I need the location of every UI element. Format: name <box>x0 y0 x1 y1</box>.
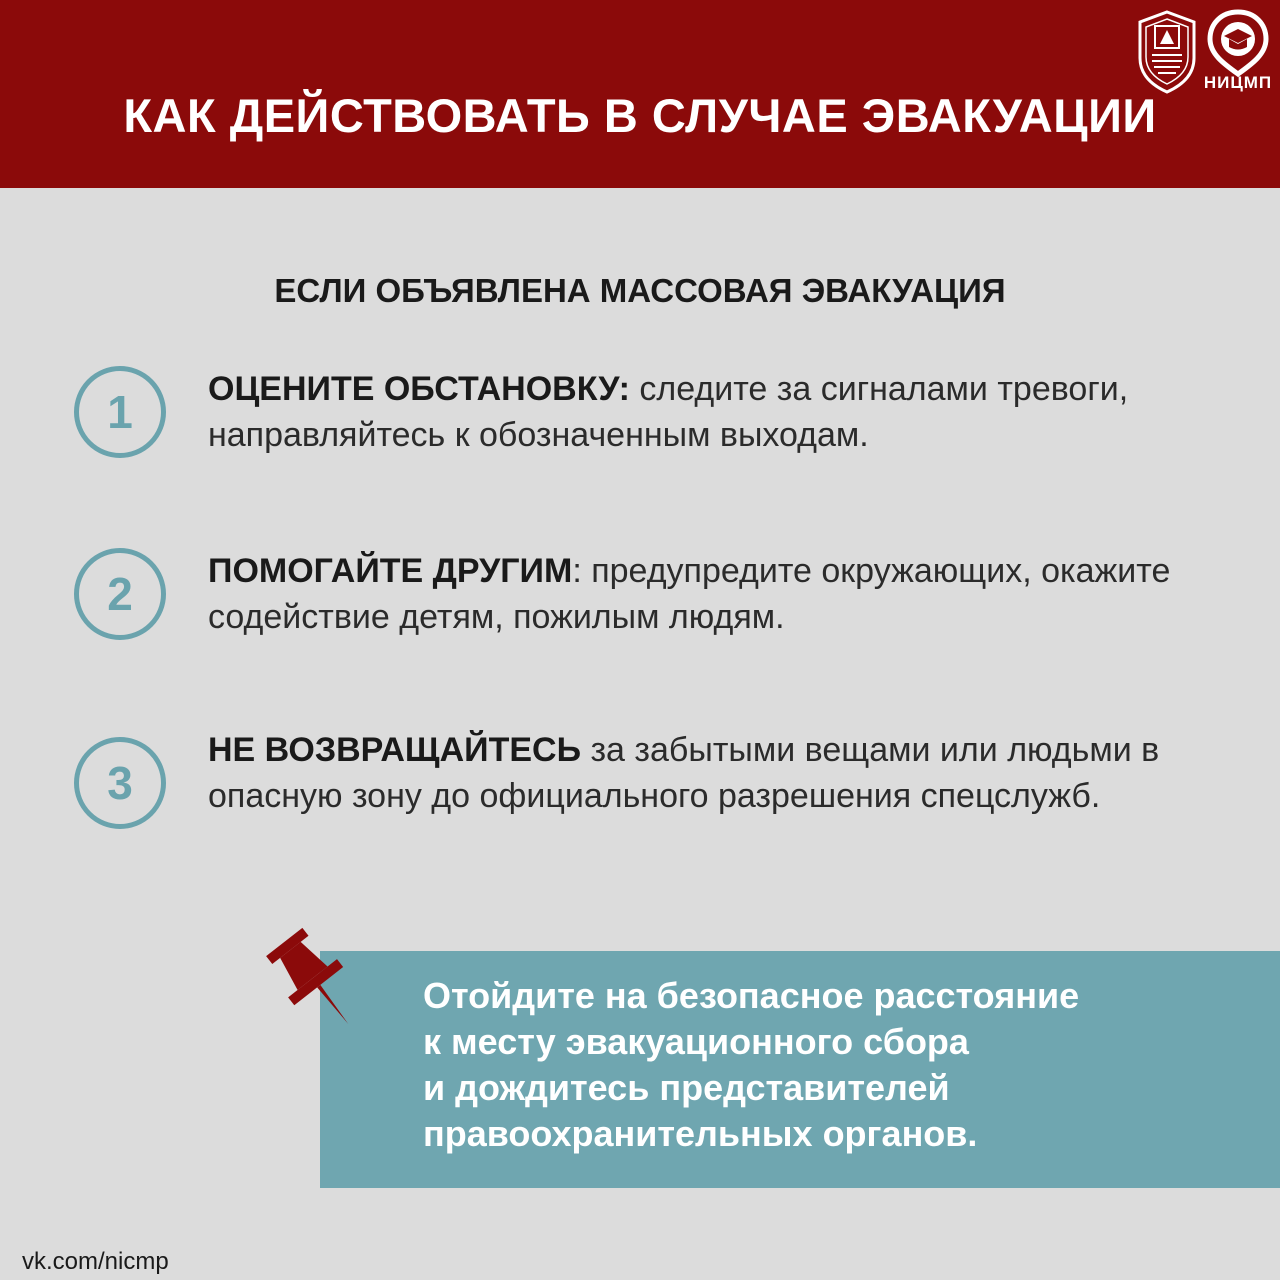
footer-link[interactable]: vk.com/nicmp <box>22 1248 169 1275</box>
callout-line: к месту эвакуационного сбора <box>423 1021 969 1062</box>
header-banner <box>0 0 1280 188</box>
instruction-body: следите за сигналами тревоги, направляйтесь к обозначенным выходам. <box>208 370 1129 454</box>
instruction-bold: НЕ ВОЗВРАЩАЙТЕСЬ <box>208 731 582 769</box>
instruction-body: за забытыми вещами или людьми в опасную зону до официального разрешения спецслужб. <box>208 731 1160 815</box>
callout-line: и дождитесь представителей <box>423 1067 950 1108</box>
push-pin-icon <box>255 915 390 1030</box>
callout-line: правоохранительных органов. <box>423 1113 978 1154</box>
shield-emblem-icon <box>1136 10 1198 94</box>
number-badge <box>74 366 166 458</box>
number-label: 1 <box>107 386 133 438</box>
instruction-bold: ОЦЕНИТЕ ОБСТАНОВКУ: <box>208 370 630 408</box>
number-label: 2 <box>107 568 133 620</box>
nicmp-logo-text: НИЦМП <box>1203 73 1273 92</box>
instruction-body: : предупредите окружающих, окажите содействие детям, пожилым людям. <box>208 552 1171 636</box>
instruction-text <box>208 548 1208 640</box>
section-title: ЕСЛИ ОБЪЯВЛЕНА МАССОВАЯ ЭВАКУАЦИЯ <box>274 272 1006 309</box>
page-title: КАК ДЕЙСТВОВАТЬ В СЛУЧАЕ ЭВАКУАЦИИ <box>123 89 1157 142</box>
number-badge <box>74 548 166 640</box>
instruction-text <box>208 727 1208 819</box>
instruction-text <box>208 366 1208 458</box>
callout-box <box>320 951 1280 1188</box>
callout-line: Отойдите на безопасное расстояние <box>423 975 1080 1016</box>
number-label: 3 <box>107 757 133 809</box>
callout-text <box>423 973 1243 1157</box>
number-badge <box>74 737 166 829</box>
instruction-bold: ПОМОГАЙТЕ ДРУГИМ <box>208 552 573 590</box>
